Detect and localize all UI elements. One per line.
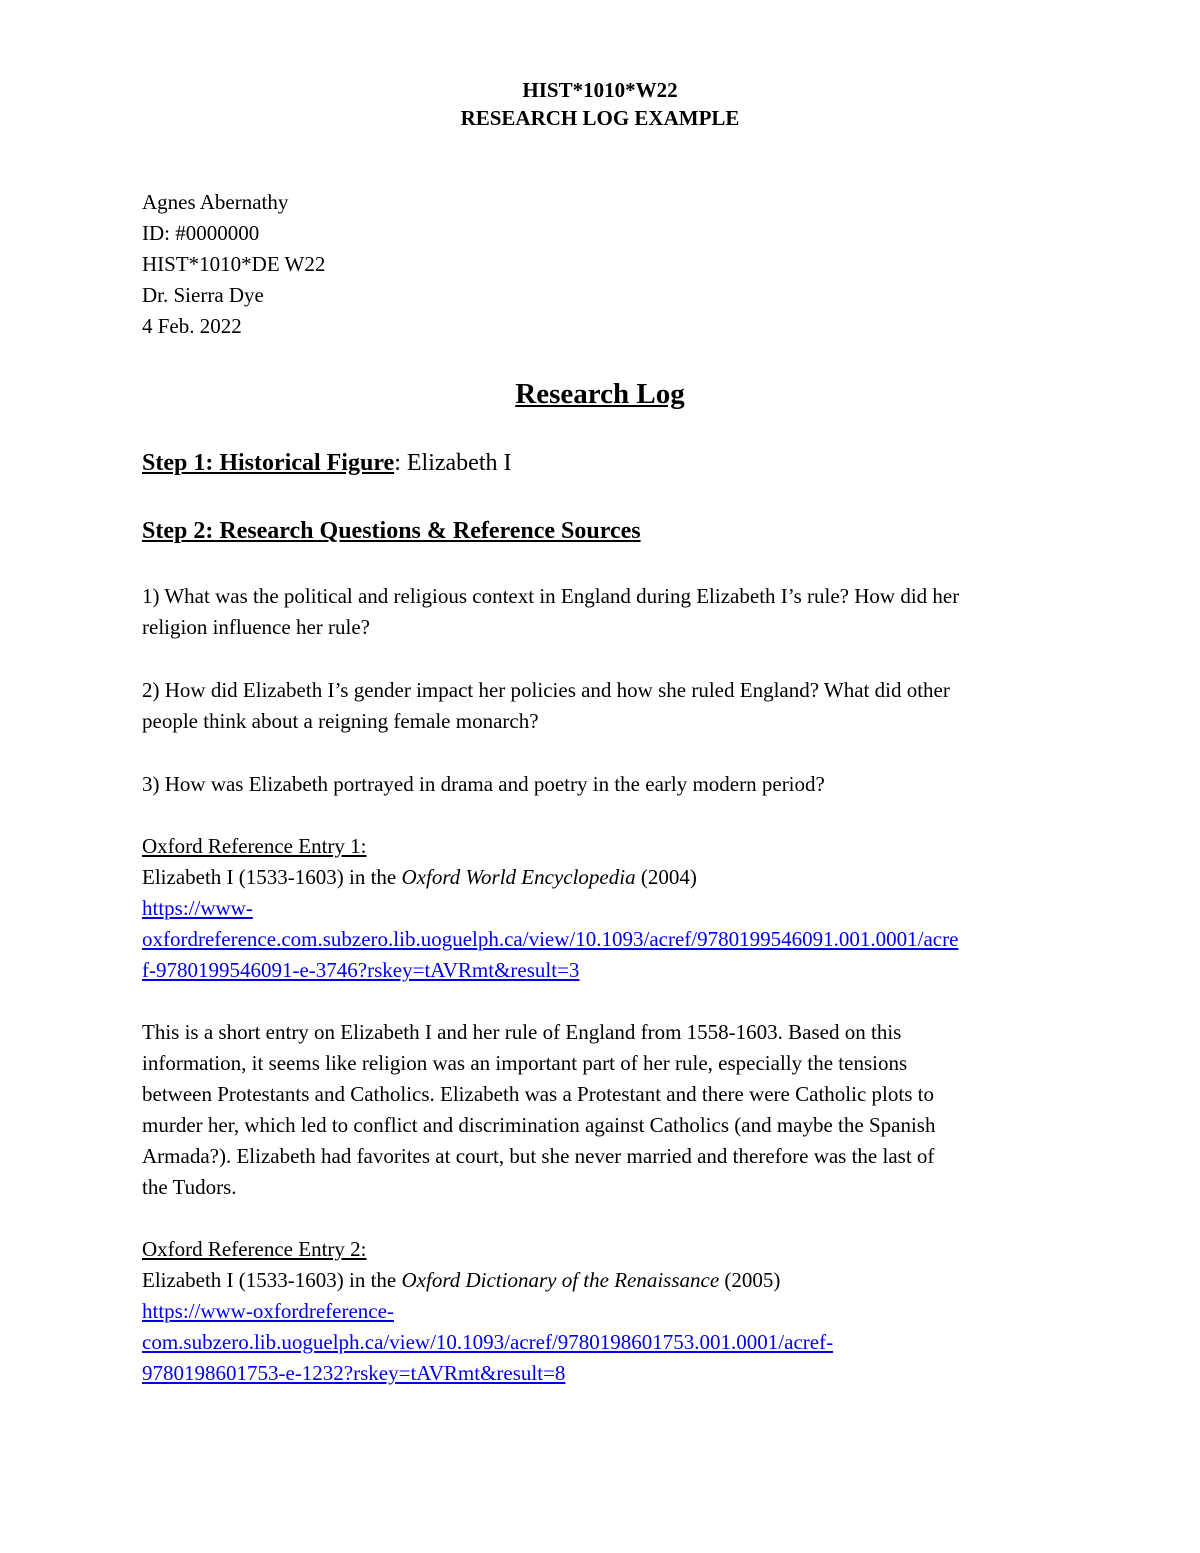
step1-value: Elizabeth I	[406, 450, 512, 476]
entry1-cite-work: Oxford World Encyclopedia	[401, 865, 636, 889]
question-1-line-2: religion influence her rule?	[142, 615, 370, 639]
entry2-cite-pre: Elizabeth I (1533-1603) in the	[142, 1268, 402, 1292]
entry2-cite-work: Oxford Dictionary of the Renaissance	[401, 1268, 720, 1292]
entry1-summary-line-4: murder her, which led to conflict and discrimination against Catholics (and maybe the Spanish	[142, 1113, 936, 1137]
entry1-url-line-2[interactable]: oxfordreference.com.subzero.lib.uoguelph.ca/view/10.1093/acref/9780199546091.001.0001/acre	[142, 927, 959, 951]
submission-date: 4 Feb. 2022	[142, 314, 242, 338]
page-title: Research Log	[515, 378, 685, 410]
entry1-summary-line-6: the Tudors.	[142, 1175, 237, 1199]
entry1-cite-post: (2004)	[635, 865, 697, 889]
doc-type-header: RESEARCH LOG EXAMPLE	[460, 106, 740, 130]
course-section: HIST*1010*DE W22	[142, 252, 326, 276]
step2-heading	[142, 518, 641, 545]
question-3-line-1: 3) How was Elizabeth portrayed in drama and poetry in the early modern period?	[142, 772, 825, 796]
entry2-url-line-2[interactable]: com.subzero.lib.uoguelph.ca/view/10.1093/acref/9780198601753.001.0001/acref-	[142, 1330, 834, 1354]
entry1-url-line-3[interactable]: f-9780199546091-e-3746?rskey=tAVRmt&result=3	[142, 958, 580, 982]
step1-separator: :	[394, 450, 407, 476]
entry1-summary-line-1: This is a short entry on Elizabeth I and her rule of England from 1558-1603. Based on this	[142, 1020, 902, 1044]
entry1-summary-line-2: information, it seems like religion was an important part of her rule, especially the tensions	[142, 1051, 908, 1075]
entry2-url-line-3[interactable]: 9780198601753-e-1232?rskey=tAVRmt&result=8	[142, 1361, 566, 1385]
student-id: ID: #0000000	[142, 221, 260, 245]
question-1-line-1: 1) What was the political and religious context in England during Elizabeth I’s rule? How did her	[142, 584, 960, 608]
entry1-cite-pre: Elizabeth I (1533-1603) in the	[142, 865, 402, 889]
student-name: Agnes Abernathy	[142, 190, 289, 214]
entry2-url-line-1[interactable]: https://www-oxfordreference-	[142, 1299, 394, 1323]
step2-label: Step 2: Research Questions & Reference Sources	[142, 518, 641, 544]
entry2-heading: Oxford Reference Entry 2:	[142, 1237, 367, 1261]
entry1-heading: Oxford Reference Entry 1:	[142, 834, 367, 858]
question-2-line-2: people think about a reigning female monarch?	[142, 709, 539, 733]
entry1-summary-line-3: between Protestants and Catholics. Elizabeth was a Protestant and there were Catholic plots to	[142, 1082, 934, 1106]
entry1-summary-line-5: Armada?). Elizabeth had favorites at court, but she never married and therefore was the last of	[142, 1144, 935, 1168]
step1-line	[142, 450, 511, 477]
question-2-line-1: 2) How did Elizabeth I’s gender impact her policies and how she ruled England? What did other	[142, 678, 950, 702]
course-code-header: HIST*1010*W22	[522, 78, 678, 102]
entry1-citation	[142, 867, 697, 888]
step1-label: Step 1: Historical Figure	[142, 450, 395, 476]
instructor-name: Dr. Sierra Dye	[142, 283, 264, 307]
entry2-citation	[142, 1270, 780, 1291]
entry2-cite-post: (2005)	[719, 1268, 781, 1292]
entry1-url-line-1[interactable]: https://www-	[142, 896, 253, 920]
